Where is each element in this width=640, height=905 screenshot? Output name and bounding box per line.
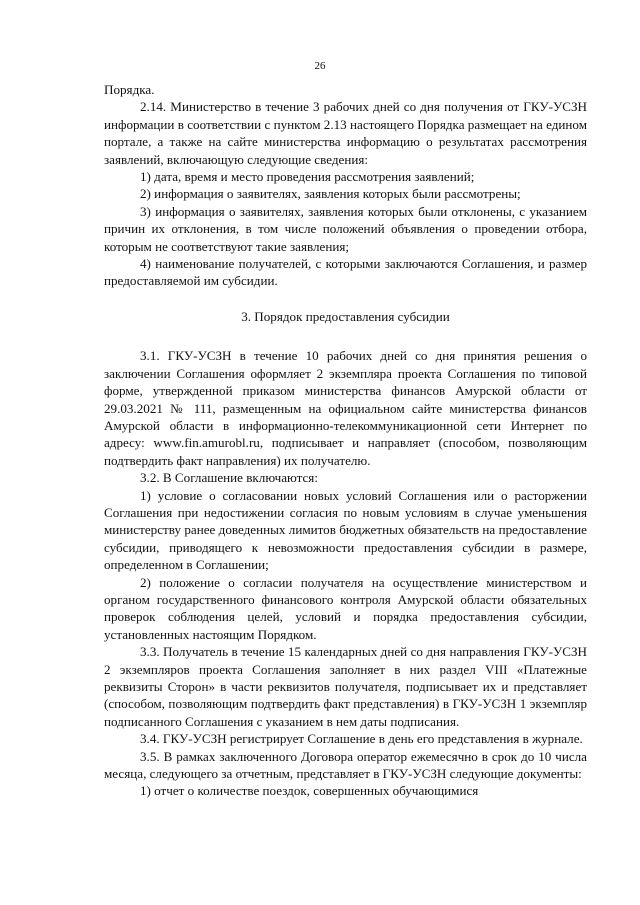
list-item-3-2-1: 1) условие о согласовании новых условий Соглашения или о расторжении Соглашения при недостижении согласия по новым условиям в случае уменьшения министерству ранее доведенных лимитов бюджетных обязательств на предоставление субсидии, приводящего к невозможности предоставления субсидии в размере, определенном в Соглашении; — [104, 487, 587, 573]
list-item-2-14-4: 4) наименование получателей, с которыми заключаются Соглашения, и размер предоставляемой им субсидии. — [104, 256, 587, 289]
paragraph-2-14: 2.14. Министерство в течение 3 рабочих дней со дня получения от ГКУ-УСЗН информации в соответствии с пунктом 2.13 настоящего Порядка размещает на едином портале, а также на сайте министерства информацию о результатах рассмотрения заявлений, включающую следующие сведения: — [104, 99, 587, 167]
paragraph-3-1: 3.1. ГКУ-УСЗН в течение 10 рабочих дней со дня принятия решения о заключении Соглашения оформляет 2 экземпляра проекта Соглашения по типовой форме, утвержденной приказом министерства финансов Амурской области от 29.03.2021 № 111, размещенным на официальном сайте министерства финансов Амурской области в информационно-телекоммуникационной сети Интернет по адресу: www.fin.amurobl.ru, подписывает и направляет (способом, позволяющим подтвердить факт направления) их получателю. — [104, 348, 587, 468]
paragraph-3-2: 3.2. В Соглашение включаются: — [140, 470, 318, 486]
paragraph-3-4: 3.4. ГКУ-УСЗН регистрирует Соглашение в день его представления в журнале. — [140, 731, 583, 747]
paragraph-3-3: 3.3. Получатель в течение 15 календарных дней со дня направления ГКУ-УСЗН 2 экземпляров проекта Соглашения заполняет в них раздел VIII «Платежные реквизиты Сторон» в части реквизитов получателя, подписывает их и представляет (способом, позволяющим подтвердить факт представления) в ГКУ-УСЗН 1 экземпляр подписанного Соглашения с указанием в нем даты подписания. — [104, 644, 587, 729]
list-item-3-2-2: 2) положение о согласии получателя на осуществление министерством и органом государственного финансового контроля Амурской области обязательных проверок соблюдения целей, условий и порядка предоставления субсидии, установленных настоящим Порядком. — [104, 574, 587, 642]
list-item-2-14-2: 2) информация о заявителях, заявления которых были рассмотрены; — [140, 186, 521, 202]
paragraph-3-5: 3.5. В рамках заключенного Договора оператор ежемесячно в срок до 10 числа месяца, следующего за отчетным, представляет в ГКУ-УСЗН следующие документы: — [104, 748, 587, 782]
page-number: 26 — [314, 60, 326, 72]
paragraph-continuation: Порядка. — [104, 82, 155, 97]
list-item-2-14-1: 1) дата, время и место проведения рассмотрения заявлений; — [140, 169, 475, 185]
section-heading-3: 3. Порядок предоставления субсидии — [241, 308, 450, 324]
list-item-3-5-1: 1) отчет о количестве поездок, совершенных обучающимися — [140, 783, 479, 799]
list-item-2-14-3: 3) информация о заявителях, заявления которых были отклонены, с указанием причин их отклонения, в том числе положений объявления о проведении отбора, которым не соответствуют такие заявления; — [104, 203, 587, 254]
document-body — [104, 81, 587, 800]
